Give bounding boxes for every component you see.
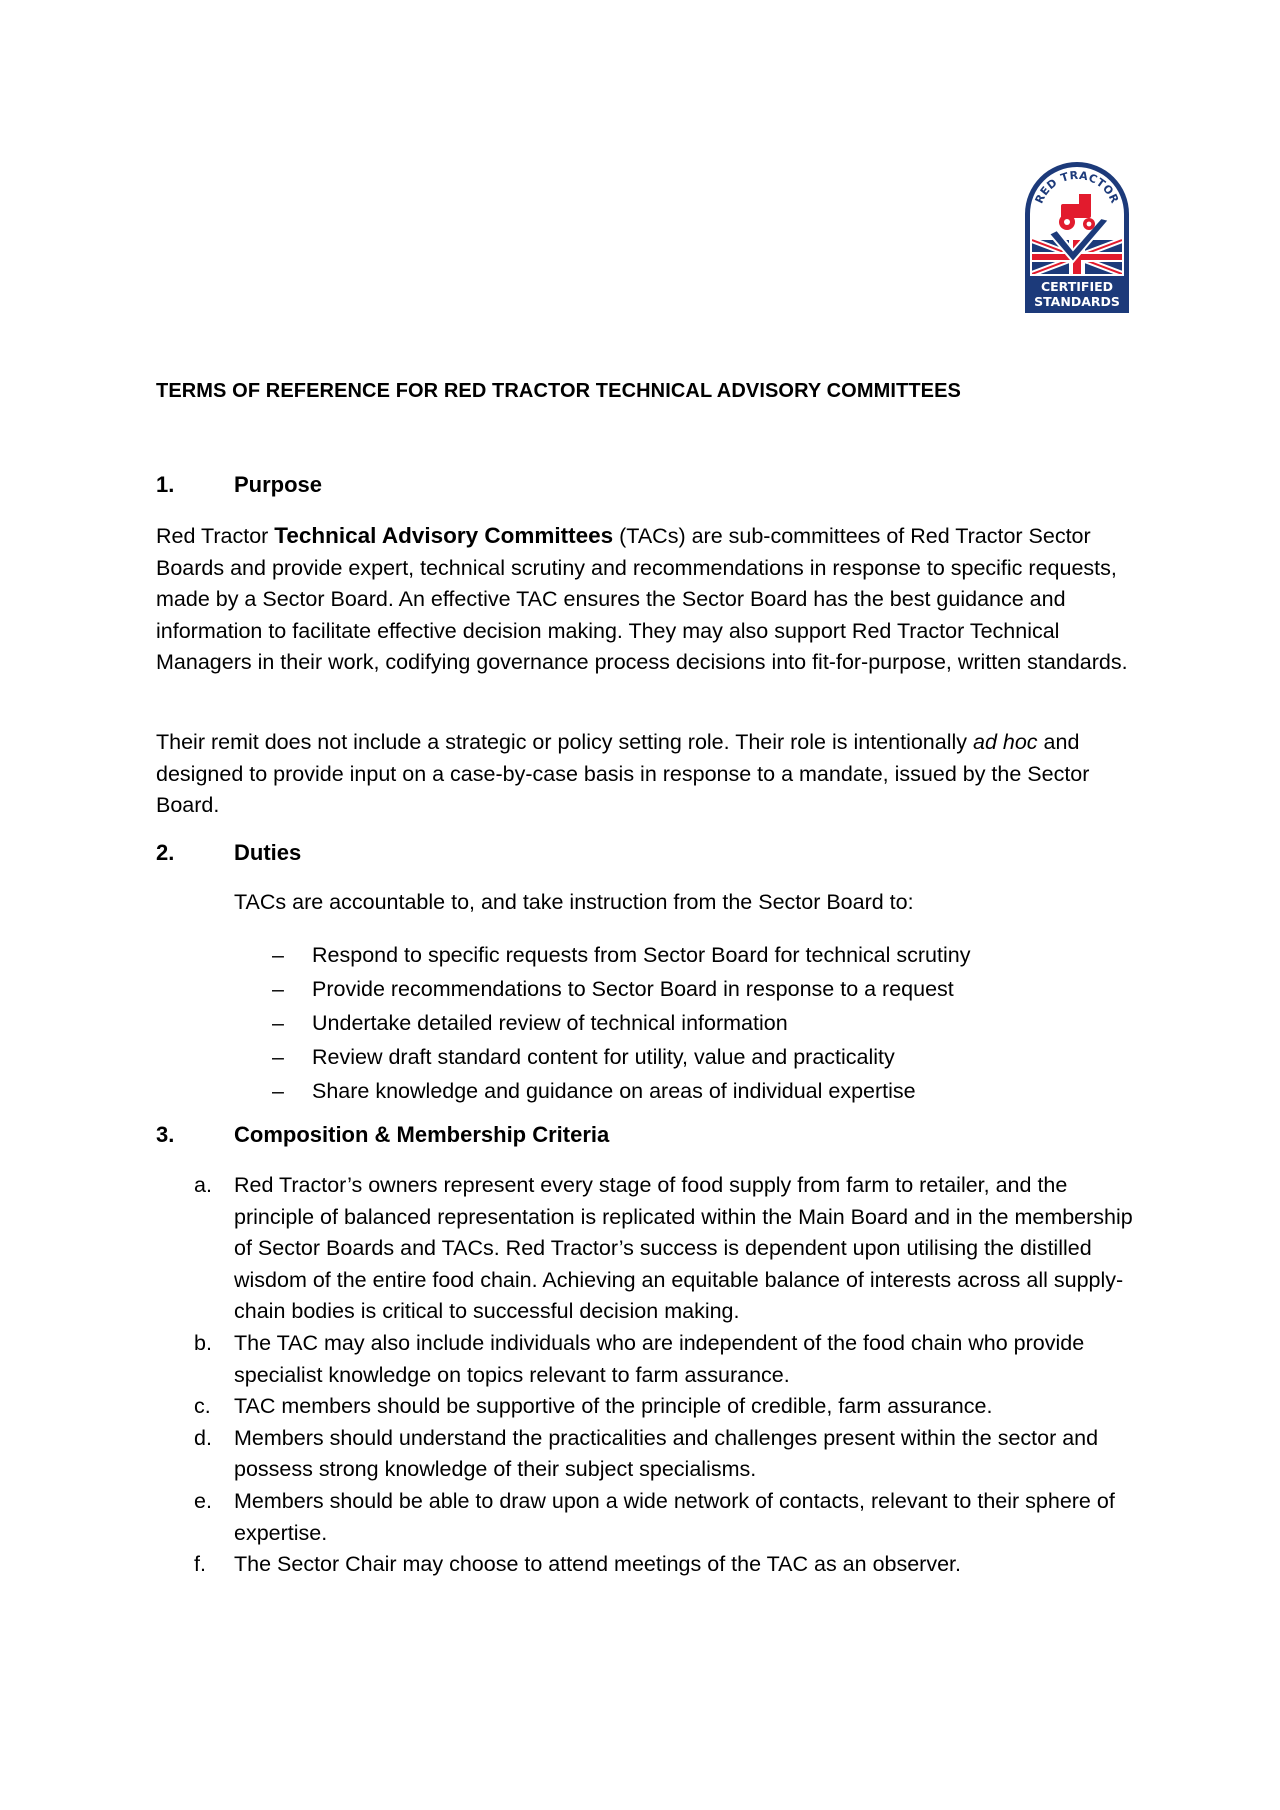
list-item xyxy=(156,1328,1138,1391)
section-number: 2. xyxy=(156,840,175,865)
list-item-text: Undertake detailed review of technical information xyxy=(312,1011,788,1035)
red-tractor-logo xyxy=(1023,156,1131,313)
bold-term: Technical Advisory Committees xyxy=(274,523,614,548)
logo-text-standards: STANDARDS xyxy=(1034,294,1120,309)
list-item-text: Share knowledge and guidance on areas of individual expertise xyxy=(312,1079,916,1103)
logo-arc-text: RED TRACTOR xyxy=(1032,168,1122,206)
list-item xyxy=(272,1006,970,1040)
text-run: Their remit does not include a strategic or policy setting role. Their role is intentionally xyxy=(156,730,973,754)
document-title: TERMS OF REFERENCE FOR RED TRACTOR TECHNICAL ADVISORY COMMITTEES xyxy=(156,380,961,402)
list-item xyxy=(272,1040,970,1074)
list-marker: d. xyxy=(194,1425,212,1450)
list-item xyxy=(156,1423,1138,1486)
list-item-text: Provide recommendations to Sector Board in response to a request xyxy=(312,977,954,1001)
dash-marker: – xyxy=(272,1079,284,1103)
text-run: and designed to provide input on a case-by-case basis in response to a mandate, issued by the Sector Board. xyxy=(156,730,1090,817)
purpose-paragraph-1 xyxy=(156,520,1136,679)
section-title: Composition & Membership Criteria xyxy=(234,1122,610,1147)
list-item xyxy=(272,1074,970,1108)
logo-text-certified: CERTIFIED xyxy=(1040,279,1114,294)
list-item-text: Members should understand the practicalities and challenges present within the sector and possess strong knowledge of their subject specialisms. xyxy=(234,1425,1099,1482)
composition-list xyxy=(156,1170,1138,1581)
list-marker: c. xyxy=(194,1394,211,1419)
dash-marker: – xyxy=(272,1045,284,1069)
section-heading-composition xyxy=(156,1122,609,1148)
list-item xyxy=(272,938,970,972)
dash-marker: – xyxy=(272,1011,284,1035)
list-item xyxy=(156,1486,1138,1549)
list-marker: f. xyxy=(194,1552,206,1577)
section-number: 3. xyxy=(156,1122,175,1147)
list-item-text: Members should be able to draw upon a wide network of contacts, relevant to their sphere of expertise. xyxy=(234,1488,1115,1545)
list-item xyxy=(272,972,970,1006)
duties-intro: TACs are accountable to, and take instruction from the Sector Board to: xyxy=(234,890,914,914)
text-run: (TACs) are sub-committees of Red Tractor Sector Boards and provide expert, technical scrutiny and recommendations in response to specific requests, made by a Sector Board. An effective TAC ensures the Sector Board has the best guidance and information to facilitate effective decision making. They may also support Red Tractor Technical Managers in their work, codifying governance process decisions into fit-for-purpose, written standards. xyxy=(156,524,1128,674)
list-item xyxy=(156,1391,1138,1423)
text-run: Red Tractor xyxy=(156,524,275,548)
list-marker: a. xyxy=(194,1173,212,1197)
section-heading-duties xyxy=(156,840,301,866)
list-item-text: TAC members should be supportive of the principle of credible, farm assurance. xyxy=(234,1394,993,1419)
list-item xyxy=(156,1549,1138,1581)
list-marker: e. xyxy=(194,1488,212,1513)
purpose-paragraph-2 xyxy=(156,727,1136,822)
list-item-text: The TAC may also include individuals who are independent of the food chain who provide specialist knowledge on topics relevant to farm assurance. xyxy=(234,1330,1085,1387)
list-item-text: The Sector Chair may choose to attend meetings of the TAC as an observer. xyxy=(234,1552,962,1577)
duties-list xyxy=(272,938,970,1108)
section-title: Purpose xyxy=(234,472,323,497)
list-item-text: Review draft standard content for utility, value and practicality xyxy=(312,1045,895,1069)
dash-marker: – xyxy=(272,943,284,967)
list-marker: b. xyxy=(194,1330,212,1355)
dash-marker: – xyxy=(272,977,284,1001)
list-item xyxy=(156,1170,1138,1328)
list-item-text: Red Tractor’s owners represent every stage of food supply from farm to retailer, and the principle of balanced representation is replicated within the Main Board and in the membership of Sector Boards and TACs. Red Tractor’s success is dependent upon utilising the distilled wisdom of the entire food chain. Achieving an equitable balance of interests across all supply-chain bodies is critical to successful decision making. xyxy=(234,1173,1133,1324)
section-heading-purpose xyxy=(156,472,322,498)
section-title: Duties xyxy=(234,840,302,865)
list-item-text: Respond to specific requests from Sector Board for technical scrutiny xyxy=(312,943,971,967)
italic-term: ad hoc xyxy=(973,730,1038,754)
section-number: 1. xyxy=(156,472,175,497)
